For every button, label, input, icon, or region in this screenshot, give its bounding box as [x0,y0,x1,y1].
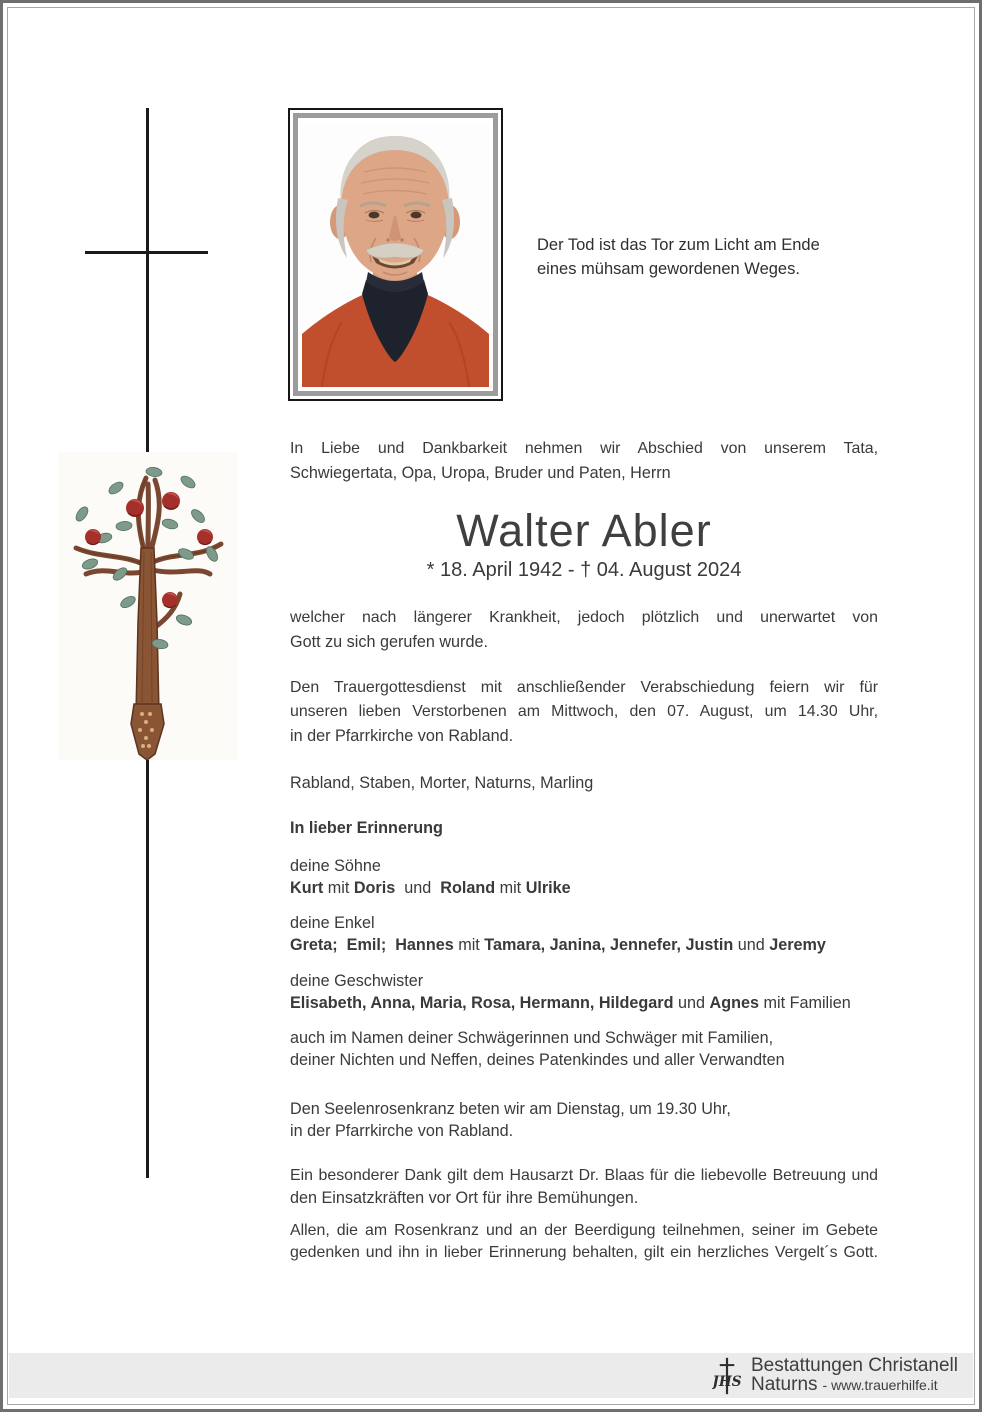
deceased-name: Walter Abler [456,505,712,556]
rosary-line-1: Den Seelenrosenkranz beten wir am Dienstag, um 19.30 Uhr, [290,1100,731,1118]
thanks-line-1: Ein besonderer Dank gilt dem Hausarzt Dr. Blaas für die liebevolle Betreuung und [290,1167,878,1184]
portrait-photo-frame [288,108,503,401]
service-paragraph [290,676,878,748]
name-segment: Tamara, Janina, Jennefer, Justin [484,936,734,954]
text-segment: mit [495,879,526,897]
name-segment: Greta; Emil; Hannes [290,936,454,954]
funeral-home-text [751,1356,958,1395]
text-segment: mit [323,879,354,897]
siblings-label: deine Geschwister [290,972,424,990]
funeral-home-name: Bestattungen Christanell [750,1355,958,1376]
illness-line-1: welcher nach längerer Krankheit, jedoch plötzlich und unerwartet von [290,609,878,626]
name-segment: Kurt [290,879,324,897]
intro-paragraph [290,437,878,485]
places-line: Rabland, Staben, Morter, Naturns, Marling [290,774,594,792]
memory-heading: In lieber Erinnerung [290,819,443,837]
text-segment: mit Familien [759,994,851,1012]
rosary-paragraph [290,1098,878,1142]
siblings-block [290,970,878,1014]
service-line-2: unseren lieben Verstorbenen am Mittwoch, den 07. August, um 14.30 Uhr, [290,703,878,720]
deceased-dates: * 18. April 1942 - † 04. August 2024 [426,559,742,581]
funeral-home-footer [9,1353,973,1398]
name-segment: Doris [353,879,396,897]
name-segment: Roland [440,879,496,897]
name-segment: Ulrike [525,879,571,897]
rosary-line-2: in der Pfarrkirche von Rabland. [290,1122,514,1140]
memorial-quote [537,234,820,281]
service-line-1: Den Trauergottesdienst mit anschließender Verabschiedung feiern wir für [290,679,878,696]
sons-block [290,855,878,899]
thin-cross-horizontal-bar [85,251,208,254]
intro-line-2: Schwiegertata, Opa, Uropa, Bruder und Paten, Herrn [290,464,671,482]
thanks-line-2: den Einsatzkräften vor Ort für ihre Bemühungen. [290,1189,639,1207]
siblings-names [290,992,878,1014]
relatives-line-1: auch im Namen deiner Schwägerinnen und Schwäger mit Familien, [290,1029,774,1047]
text-segment: und [673,994,710,1012]
relatives-paragraph [290,1027,878,1071]
farewell-line-2: gedenken und ihn in lieber Erinnerung behalten, gilt ein herzliches Vergelt´s Gott. [290,1244,878,1261]
rose-cross-artwork [58,452,238,760]
funeral-home-town: Naturns [750,1374,818,1395]
illness-line-2: Gott zu sich gerufen wurde. [290,633,488,651]
text-segment: und [395,879,441,897]
funeral-home-website: - www.trauerhilfe.it [822,1377,938,1393]
relatives-line-2: deiner Nichten und Neffen, deines Patenkindes und aller Verwandten [290,1051,785,1069]
portrait-photo-mat [293,113,498,396]
grandchildren-names [290,934,878,956]
name-segment: Jeremy [769,936,826,954]
quote-line-1: Der Tod ist das Tor zum Licht am Ende [537,236,820,254]
text-segment: mit [453,936,485,954]
farewell-paragraph [290,1220,878,1264]
service-line-3: in der Pfarrkirche von Rabland. [290,727,514,745]
thanks-paragraph [290,1165,878,1209]
quote-line-2: eines mühsam gewordenen Weges. [537,259,800,278]
intro-line-1: In Liebe und Dankbarkeit nehmen wir Abschied von unserem Tata, [290,440,878,457]
portrait-photo [302,122,489,387]
funeral-home-location-line [751,1375,958,1395]
name-segment: Elisabeth, Anna, Maria, Rosa, Hermann, Hildegard [290,994,674,1012]
sons-names [290,877,878,899]
name-segment: Agnes [709,994,759,1012]
sons-label: deine Söhne [290,857,381,875]
text-segment: und [733,936,770,954]
jhs-cross-logo-icon [712,1356,742,1396]
grandchildren-block [290,912,878,956]
grandchildren-label: deine Enkel [290,914,375,932]
svg-text:JHS: JHS [712,1373,742,1390]
illness-paragraph [290,606,878,654]
farewell-line-1: Allen, die am Rosenkranz und an der Beerdigung teilnehmen, seiner im Gebete [290,1222,878,1239]
